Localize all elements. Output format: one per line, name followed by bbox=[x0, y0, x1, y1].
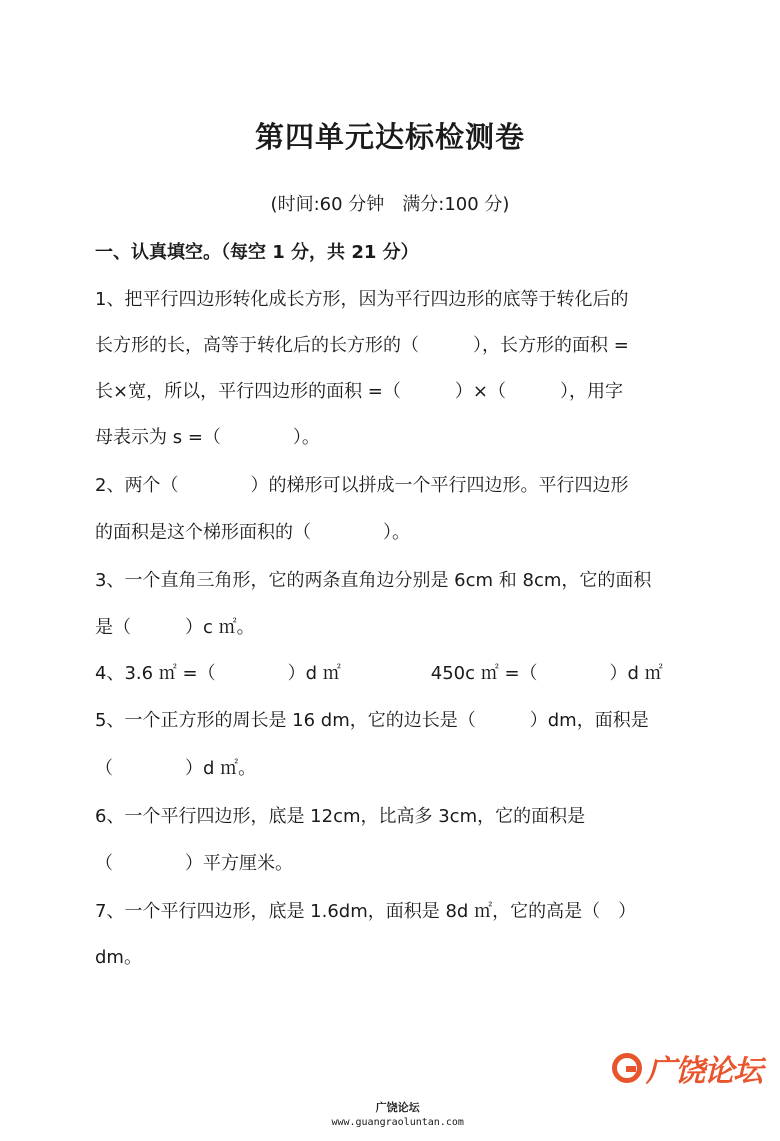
footer-label: 广饶论坛 bbox=[375, 1101, 420, 1114]
question-line: 5、一个正方形的周长是 16 dm，它的边长是（ ）dm，面积是 bbox=[95, 710, 649, 731]
logo-icon bbox=[612, 1053, 642, 1083]
question-line: 7、一个平行四边形，底是 1.6dm，面积是 8d ㎡，它的高是（ ） bbox=[95, 901, 637, 922]
watermark-logo bbox=[612, 1048, 762, 1088]
question-line: 6、一个平行四边形，底是 12cm，比高多 3cm，它的面积是 bbox=[95, 806, 586, 827]
question-line: （ ）平方厘米。 bbox=[95, 853, 293, 874]
question-line: （ ）d ㎡。 bbox=[95, 758, 257, 779]
question-line: 4、3.6 ㎡ =（ ）d ㎡ 450c ㎡ =（ ）d ㎡ bbox=[95, 663, 663, 684]
question-line: 2、两个（ ）的梯形可以拼成一个平行四边形。平行四边形 bbox=[95, 475, 629, 496]
page-title: 第四单元达标检测卷 bbox=[254, 120, 525, 154]
question-line: 的面积是这个梯形面积的（ ）。 bbox=[95, 522, 410, 543]
question-line: 长×宽，所以，平行四边形的面积 =（ ）×（ ），用字 bbox=[95, 381, 623, 402]
question-line: 3、一个直角三角形，它的两条直角边分别是 6cm 和 8cm，它的面积 bbox=[95, 570, 652, 591]
question-line: 是（ ）c ㎡。 bbox=[95, 617, 255, 638]
page-footer bbox=[0, 1086, 780, 1141]
section-heading: 一、认真填空。（每空 1 分，共 21 分） bbox=[95, 242, 419, 263]
question-line: 母表示为 s =（ ）。 bbox=[95, 427, 320, 448]
exam-info: (时间:60 分钟 满分:100 分) bbox=[270, 194, 510, 215]
footer-url: www.guangraoluntan.com bbox=[331, 1117, 464, 1128]
question-line: 长方形的长，高等于转化后的长方形的（ ），长方形的面积 = bbox=[95, 335, 629, 356]
logo-text: 广饶论坛 bbox=[646, 1054, 762, 1089]
question-line: 1、把平行四边形转化成长方形，因为平行四边形的底等于转化后的 bbox=[95, 289, 629, 310]
question-line: dm。 bbox=[95, 947, 142, 968]
